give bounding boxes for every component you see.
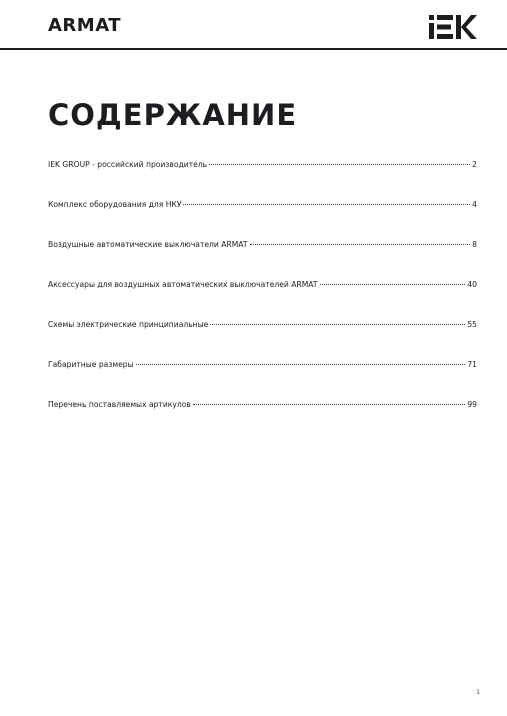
toc-entry-label: Аксессуары для воздушных автоматических выключателей ARMAT — [48, 280, 318, 289]
toc-leader-dots — [210, 324, 465, 325]
toc-entry-label: Перечень поставляемых артикулов — [48, 400, 191, 409]
page-header — [0, 0, 507, 50]
toc-leader-dots — [209, 164, 470, 165]
toc-entry-label: Схемы электрические принципиальные — [48, 320, 209, 329]
toc-entry-page: 2 — [472, 160, 477, 169]
toc-entry-page: 71 — [467, 360, 477, 369]
toc-entry-label: Воздушные автоматические выключатели ARMAT — [48, 240, 248, 249]
toc-entry-label: IEK GROUP - российский производитель — [48, 160, 208, 169]
toc-entry[interactable] — [48, 240, 477, 280]
toc-leader-dots — [136, 364, 466, 365]
toc-entry-page: 8 — [472, 240, 477, 249]
page-number: 1 — [476, 689, 480, 696]
toc-entry-label: Комплекс оборудования для НКУ — [48, 200, 182, 209]
armat-logo: ARMAT — [48, 15, 122, 36]
toc-entry[interactable] — [48, 160, 477, 200]
toc-leader-dots — [183, 204, 470, 205]
header-divider — [0, 48, 507, 50]
toc-entry-label: Габаритные размеры — [48, 360, 134, 369]
toc-entry-page: 4 — [472, 200, 477, 209]
toc-leader-dots — [193, 404, 465, 405]
toc-entry-page: 99 — [467, 400, 477, 409]
toc-entry[interactable] — [48, 320, 477, 360]
toc-entry[interactable] — [48, 360, 477, 400]
toc-entry[interactable] — [48, 280, 477, 320]
toc-entry[interactable] — [48, 400, 477, 440]
toc-entry-page: 40 — [467, 280, 477, 289]
table-of-contents — [48, 160, 477, 440]
toc-entry-page: 55 — [467, 320, 477, 329]
page-title: СОДЕРЖАНИЕ — [48, 98, 298, 132]
toc-leader-dots — [320, 284, 466, 285]
toc-leader-dots — [250, 244, 471, 245]
iek-logo — [429, 15, 477, 39]
toc-entry[interactable] — [48, 200, 477, 240]
